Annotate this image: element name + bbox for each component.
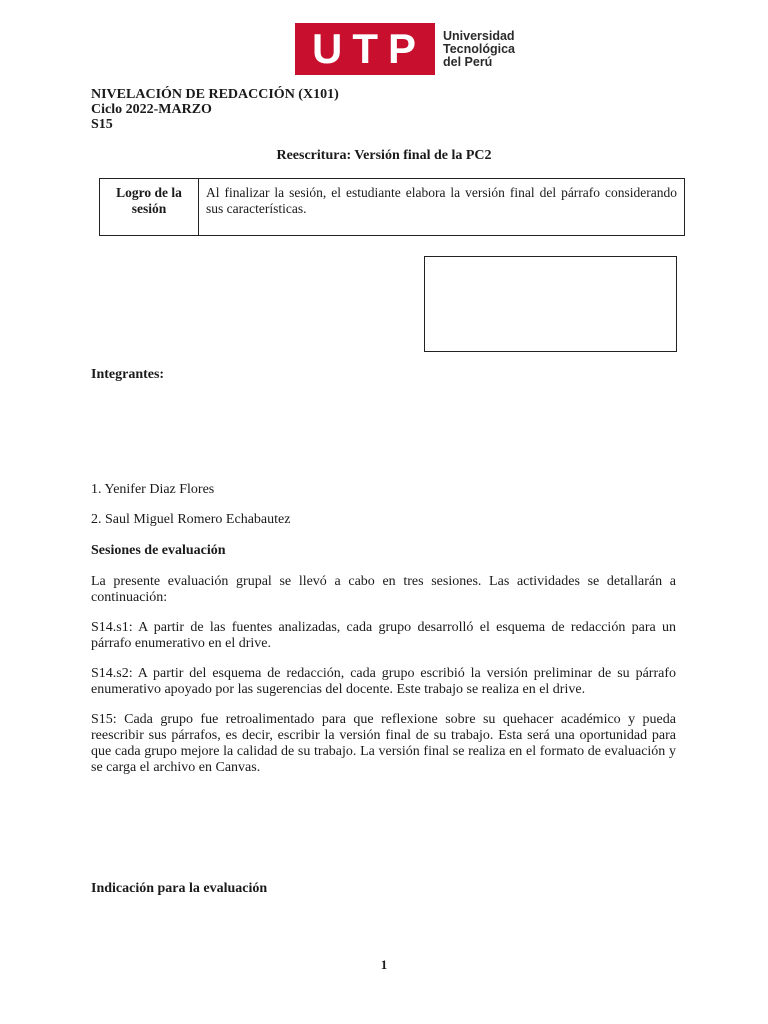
logro-text: Al finalizar la sesión, el estudiante elabora la versión final del párrafo considerando sus características. — [206, 185, 677, 216]
logro-table — [99, 178, 685, 236]
course-name: NIVELACIÓN DE REDACCIÓN (X101) — [91, 87, 339, 102]
member-2: 2. Saul Miguel Romero Echabautez — [91, 512, 291, 527]
utp-logo-mark: UTP — [295, 23, 435, 75]
document-title: Reescritura: Versión final de la PC2 — [276, 148, 492, 163]
course-session: S15 — [91, 117, 113, 132]
logo-line-3: del Perú — [443, 54, 493, 69]
logro-label: Logro de la sesión — [100, 179, 199, 235]
logo-line-2: Tecnológica — [443, 41, 516, 56]
session-s14-s2: S14.s2: A partir del esquema de redacción, cada grupo escribió la versión preliminar de su párrafo enumerativo apoyado por las sugerencias del docente. Este trabajo se realiza en el drive. — [91, 666, 676, 697]
session-s15: S15: Cada grupo fue retroalimentado para que reflexione sobre su quehacer académico y pueda reescribir sus párrafos, es decir, escribir la versión final de su trabajo. Esta será una oportunidad para que cada grupo mejore la calidad de su trabajo. La versión final se realiza en el formato de evaluación y se carga el archivo en Canvas. — [91, 712, 676, 775]
utp-logo-text — [443, 30, 515, 69]
page-number: 1 — [380, 957, 388, 972]
course-cycle: Ciclo 2022-MARZO — [91, 102, 212, 117]
grade-box — [424, 256, 677, 352]
sesiones-intro: La presente evaluación grupal se llevó a cabo en tres sesiones. Las actividades se detallarán a continuación: — [91, 574, 676, 605]
sesiones-heading: Sesiones de evaluación — [91, 543, 226, 558]
logo-line-1: Universidad — [443, 28, 515, 43]
member-1: 1. Yenifer Diaz Flores — [91, 482, 215, 497]
course-header — [91, 87, 339, 132]
session-s14-s1: S14.s1: A partir de las fuentes analizadas, cada grupo desarrolló el esquema de redacción para un párrafo enumerativo en el drive. — [91, 620, 676, 651]
integrantes-heading: Integrantes: — [91, 367, 165, 382]
utp-logo — [295, 23, 515, 75]
indicacion-heading: Indicación para la evaluación — [91, 881, 268, 896]
